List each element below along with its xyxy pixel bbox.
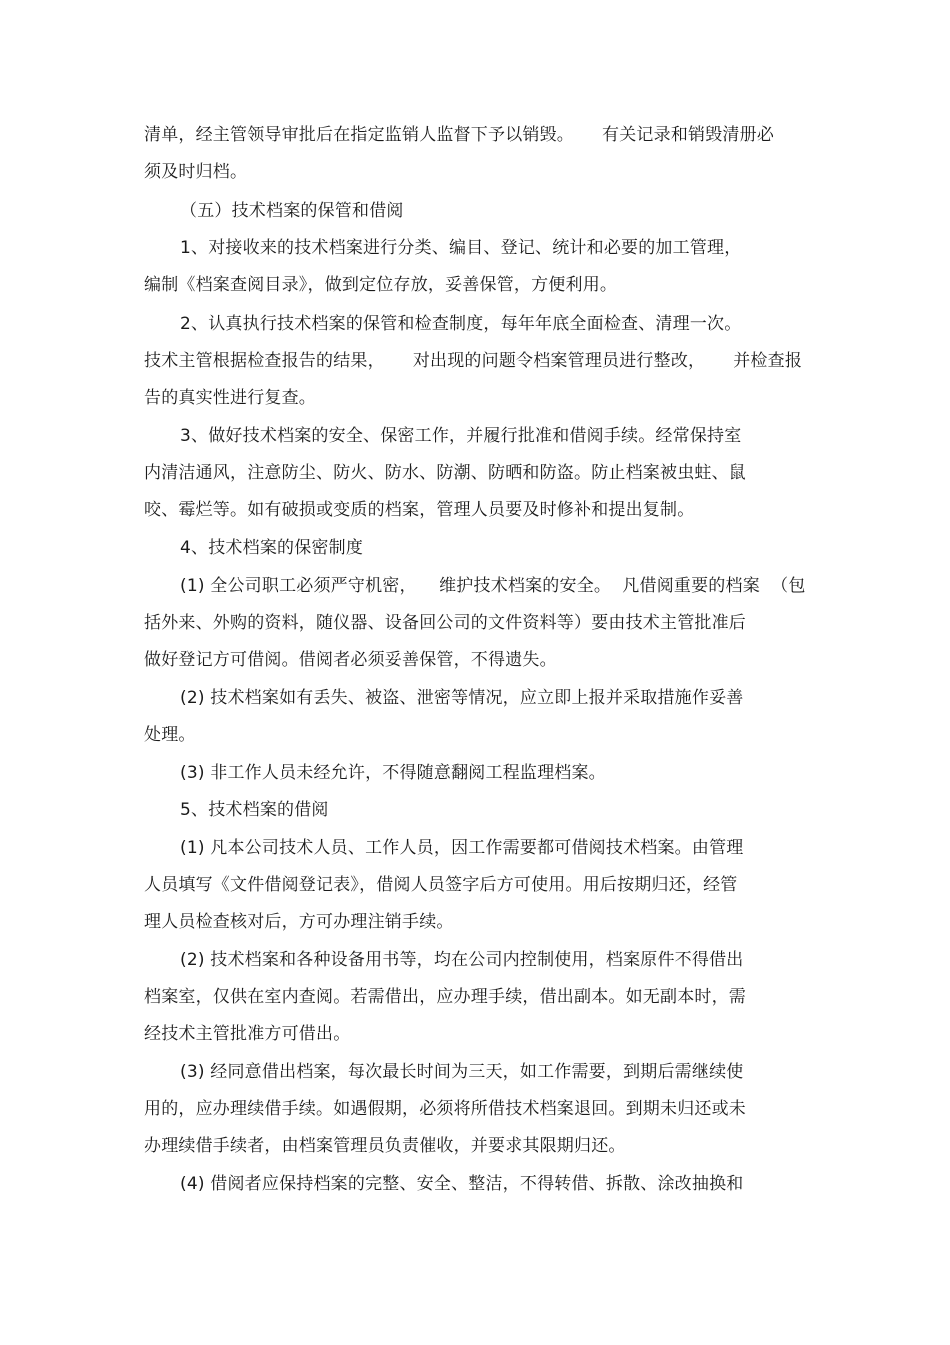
text-line: (2) 技术档案如有丢失、被盗、泄密等情况，应立即上报并采取措施作妥善 [180, 688, 744, 708]
section-heading: （五）技术档案的保管和借阅 [180, 201, 404, 221]
text-line: (2) 技术档案和各种设备用书等，均在公司内控制使用，档案原件不得借出 [180, 950, 744, 970]
text-line: (3) 经同意借出档案，每次最长时间为三天，如工作需要，到期后需继续使 [180, 1062, 744, 1082]
text-line: 3、做好技术档案的安全、保密工作，并履行批准和借阅手续。经常保持室 [180, 426, 742, 446]
text-line: (4) 借阅者应保持档案的完整、安全、整洁，不得转借、拆散、涂改抽换和 [180, 1174, 744, 1194]
text-line: 2、认真执行技术档案的保管和检查制度，每年年底全面检查、清理一次。 [180, 314, 742, 334]
subsection-heading: 4、技术档案的保密制度 [180, 538, 364, 558]
text-line: 处理。 [144, 725, 196, 745]
subsection-heading: 5、技术档案的借阅 [180, 800, 329, 820]
text-line: 编制《档案查阅目录》，做到定位存放，妥善保管，方便利用。 [144, 275, 618, 295]
text-line: 人员填写《文件借阅登记表》，借阅人员签字后方可使用。用后按期归还，经管 [144, 875, 738, 895]
text-line: (1) 全公司职工必须严守机密， 维护技术档案的安全。 凡借阅重要的档案 （包 [180, 576, 806, 596]
text-line: (3) 非工作人员未经允许，不得随意翻阅工程监理档案。 [180, 763, 606, 783]
text-line: 做好登记方可借阅。借阅者必须妥善保管，不得遗失。 [144, 650, 557, 670]
text-line: 经技术主管批准方可借出。 [144, 1024, 351, 1044]
text-line: 告的真实性进行复查。 [144, 388, 316, 408]
text-line: 内清洁通风，注意防尘、防火、防水、防潮、防晒和防盗。防止档案被虫蛀、鼠 [144, 463, 746, 483]
text-line: 须及时归档。 [144, 162, 248, 182]
text-line: (1) 凡本公司技术人员、工作人员，因工作需要都可借阅技术档案。由管理 [180, 838, 744, 858]
text-line: 清单，经主管领导审批后在指定监销人监督下予以销毁。 有关记录和销毁清册必 [144, 125, 775, 145]
text-line: 理人员检查核对后，方可办理注销手续。 [144, 912, 454, 932]
text-line: 括外来、外购的资料，随仪器、设备回公司的文件资料等）要由技术主管批准后 [144, 613, 746, 633]
text-line: 用的，应办理续借手续。如遇假期，必须将所借技术档案退回。到期未归还或未 [144, 1099, 746, 1119]
text-line: 档案室，仅供在室内查阅。若需借出，应办理手续，借出副本。如无副本时，需 [144, 987, 746, 1007]
text-line: 技术主管根据检查报告的结果， 对出现的问题令档案管理员进行整改， 并检查报 [144, 351, 803, 371]
text-line: 咬、霉烂等。如有破损或变质的档案，管理人员要及时修补和提出复制。 [144, 500, 695, 520]
text-line: 1、对接收来的技术档案进行分类、编目、登记、统计和必要的加工管理， [180, 238, 742, 258]
text-line: 办理续借手续者，由档案管理员负责催收，并要求其限期归还。 [144, 1136, 626, 1156]
